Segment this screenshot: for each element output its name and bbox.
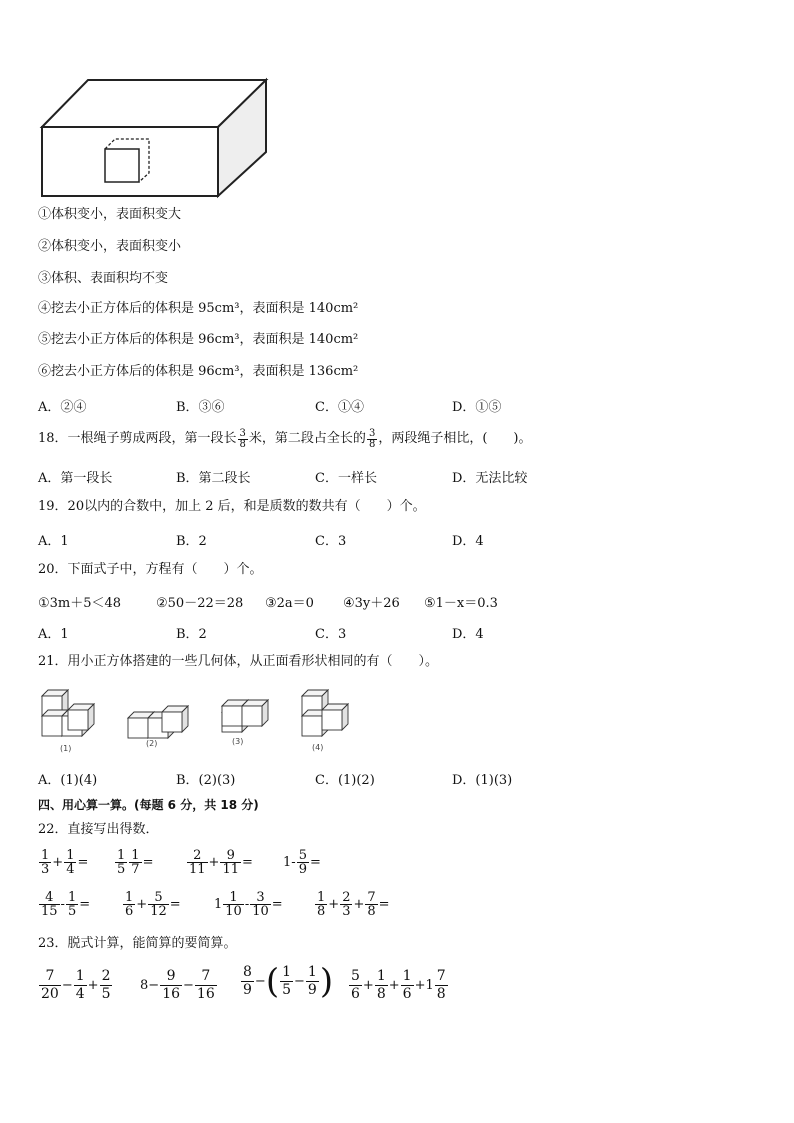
q23-expr-1: $\frac{7}{20}$ − $\frac{1}{4}$ + $\frac{2}{5}$ bbox=[41, 968, 111, 1002]
figure-label-2: (2) bbox=[146, 739, 158, 748]
q19-option-c[interactable]: C．3 bbox=[315, 534, 347, 549]
fraction: $\frac{1}{4}$ bbox=[66, 848, 75, 877]
fraction: $\frac{7}{8}$ bbox=[367, 890, 376, 919]
fraction: $\frac{1}{10}$ bbox=[225, 890, 242, 919]
q23-expr-3: $\frac{8}{9}$ −( $\frac{1}{5}$ − $\frac{1}{9}$ ) bbox=[243, 961, 334, 1002]
fraction: $\frac{1}{7}$ bbox=[131, 848, 140, 877]
fraction: $\frac{1}{5}$ bbox=[117, 848, 126, 877]
q22-expr-3: $\frac{2}{11}$ + $\frac{9}{11}$ = bbox=[189, 848, 253, 877]
q20-option-c[interactable]: C．3 bbox=[315, 627, 347, 642]
figure-label-3: (3) bbox=[232, 737, 244, 746]
q20-option-d[interactable]: D．4 bbox=[452, 627, 484, 642]
q18-option-d[interactable]: D．无法比较 bbox=[452, 471, 528, 486]
q18-option-c[interactable]: C．一样长 bbox=[315, 471, 377, 486]
question-22: 22．直接写出得数． bbox=[38, 822, 159, 837]
q22-expr-2: $\frac{1}{5}$ $\frac{1}{7}$ = bbox=[117, 848, 154, 877]
section-4-title: 四、用心算一算。(每题 6 分，共 18 分) bbox=[38, 798, 259, 812]
figure-4 bbox=[302, 690, 348, 736]
q17-option-d[interactable]: D．①⑤ bbox=[452, 400, 502, 415]
q18-fraction-2: $\frac{3}{8}$ bbox=[368, 427, 376, 450]
q19-option-a[interactable]: A．1 bbox=[38, 534, 69, 549]
q18-prefix: 18．一根绳子剪成两段，第一段长 bbox=[38, 431, 237, 446]
fraction: $\frac{2}{11}$ bbox=[189, 848, 206, 877]
q20-item-5: ⑤1－x＝0.3 bbox=[424, 596, 498, 611]
statement-5: ⑤挖去小正方体后的体积是 96cm³，表面积是 140cm² bbox=[38, 332, 359, 347]
fraction: $\frac{5}{9}$ bbox=[298, 848, 307, 877]
q17-option-a[interactable]: A．②④ bbox=[38, 400, 87, 415]
fraction: $\frac{5}{12}$ bbox=[150, 890, 167, 919]
q22-expr-4: 1- $\frac{5}{9}$ = bbox=[283, 848, 321, 877]
dug-cube bbox=[105, 149, 139, 182]
fraction: $\frac{1}{8}$ bbox=[317, 890, 326, 919]
fraction: $\frac{1}{5}$ bbox=[67, 890, 77, 919]
q21-option-a[interactable]: A．(1)(4) bbox=[38, 773, 98, 788]
q20-option-b[interactable]: B．2 bbox=[176, 627, 207, 642]
cuboid-figure bbox=[38, 74, 270, 200]
fraction: $\frac{4}{15}$ bbox=[41, 890, 58, 919]
figure-1 bbox=[42, 690, 94, 736]
q19-option-d[interactable]: D．4 bbox=[452, 534, 484, 549]
figure-label-1: (1) bbox=[60, 744, 72, 753]
q18-mid: 米，第二段占全长的 bbox=[248, 431, 366, 446]
figure-2 bbox=[128, 706, 188, 738]
question-21: 21．用小正方体搭建的一些几何体，从正面看形状相同的有（ ）。 bbox=[38, 654, 439, 669]
q17-option-c[interactable]: C．①④ bbox=[315, 400, 364, 415]
question-23: 23．脱式计算，能简算的要简算。 bbox=[38, 936, 237, 951]
figure-label-4: (4) bbox=[312, 743, 324, 752]
fraction: $\frac{1}{6}$ bbox=[125, 890, 134, 919]
question-18 bbox=[38, 424, 531, 455]
q23-expr-4: $\frac{5}{6}$ + $\frac{1}{8}$ + $\frac{1}{6}$ +1 $\frac{7}{8}$ bbox=[351, 968, 446, 1002]
fraction: $\frac{1}{3}$ bbox=[41, 848, 50, 877]
q21-option-c[interactable]: C．(1)(2) bbox=[315, 773, 375, 788]
statement-6: ⑥挖去小正方体后的体积是 96cm³，表面积是 136cm² bbox=[38, 364, 359, 379]
q20-item-2: ②50－22＝28 bbox=[156, 596, 244, 611]
statement-2: ②体积变小，表面积变小 bbox=[38, 239, 182, 254]
q22-expr-5: $\frac{4}{15}$ - $\frac{1}{5}$ = bbox=[41, 890, 91, 919]
cube-figures bbox=[36, 686, 356, 758]
q17-option-b[interactable]: B．③⑥ bbox=[176, 400, 225, 415]
question-19: 19．20以内的合数中，加上 2 后，和是质数的数共有（ ）个。 bbox=[38, 499, 426, 514]
statement-4: ④挖去小正方体后的体积是 95cm³，表面积是 140cm² bbox=[38, 301, 359, 316]
q19-option-b[interactable]: B．2 bbox=[176, 534, 207, 549]
figure-3 bbox=[222, 700, 268, 732]
q20-option-a[interactable]: A．1 bbox=[38, 627, 69, 642]
q18-suffix: ，两段绳子相比，( )。 bbox=[378, 431, 532, 446]
q21-option-b[interactable]: B．(2)(3) bbox=[176, 773, 236, 788]
q21-option-d[interactable]: D．(1)(3) bbox=[452, 773, 513, 788]
q22-expr-1: $\frac{1}{3}$ + $\frac{1}{4}$ = bbox=[41, 848, 89, 877]
q20-item-3: ③2a＝0 bbox=[265, 596, 314, 611]
q20-item-4: ④3y＋26 bbox=[343, 596, 400, 611]
q23-expr-2: 8− $\frac{9}{16}$ − $\frac{7}{16}$ bbox=[140, 968, 215, 1002]
q22-expr-8: $\frac{1}{8}$ + $\frac{2}{3}$ + $\frac{7}{8}$ = bbox=[317, 890, 390, 919]
fraction: $\frac{2}{3}$ bbox=[342, 890, 351, 919]
q18-option-a[interactable]: A．第一段长 bbox=[38, 471, 113, 486]
q18-option-b[interactable]: B．第二段长 bbox=[176, 471, 251, 486]
q22-expr-7: 1 $\frac{1}{10}$ - $\frac{3}{10}$ = bbox=[214, 890, 283, 919]
statement-3: ③体积、表面积均不变 bbox=[38, 271, 169, 286]
fraction: $\frac{9}{11}$ bbox=[222, 848, 239, 877]
q20-item-1: ①3m＋5＜48 bbox=[38, 596, 122, 611]
question-20: 20．下面式子中，方程有（ ）个。 bbox=[38, 562, 263, 577]
statement-1: ①体积变小，表面积变大 bbox=[38, 207, 182, 222]
fraction: $\frac{3}{10}$ bbox=[252, 890, 269, 919]
q18-fraction-1: $\frac{3}{8}$ bbox=[239, 427, 246, 450]
q22-expr-6: $\frac{1}{6}$ + $\frac{5}{12}$ = bbox=[125, 890, 181, 919]
